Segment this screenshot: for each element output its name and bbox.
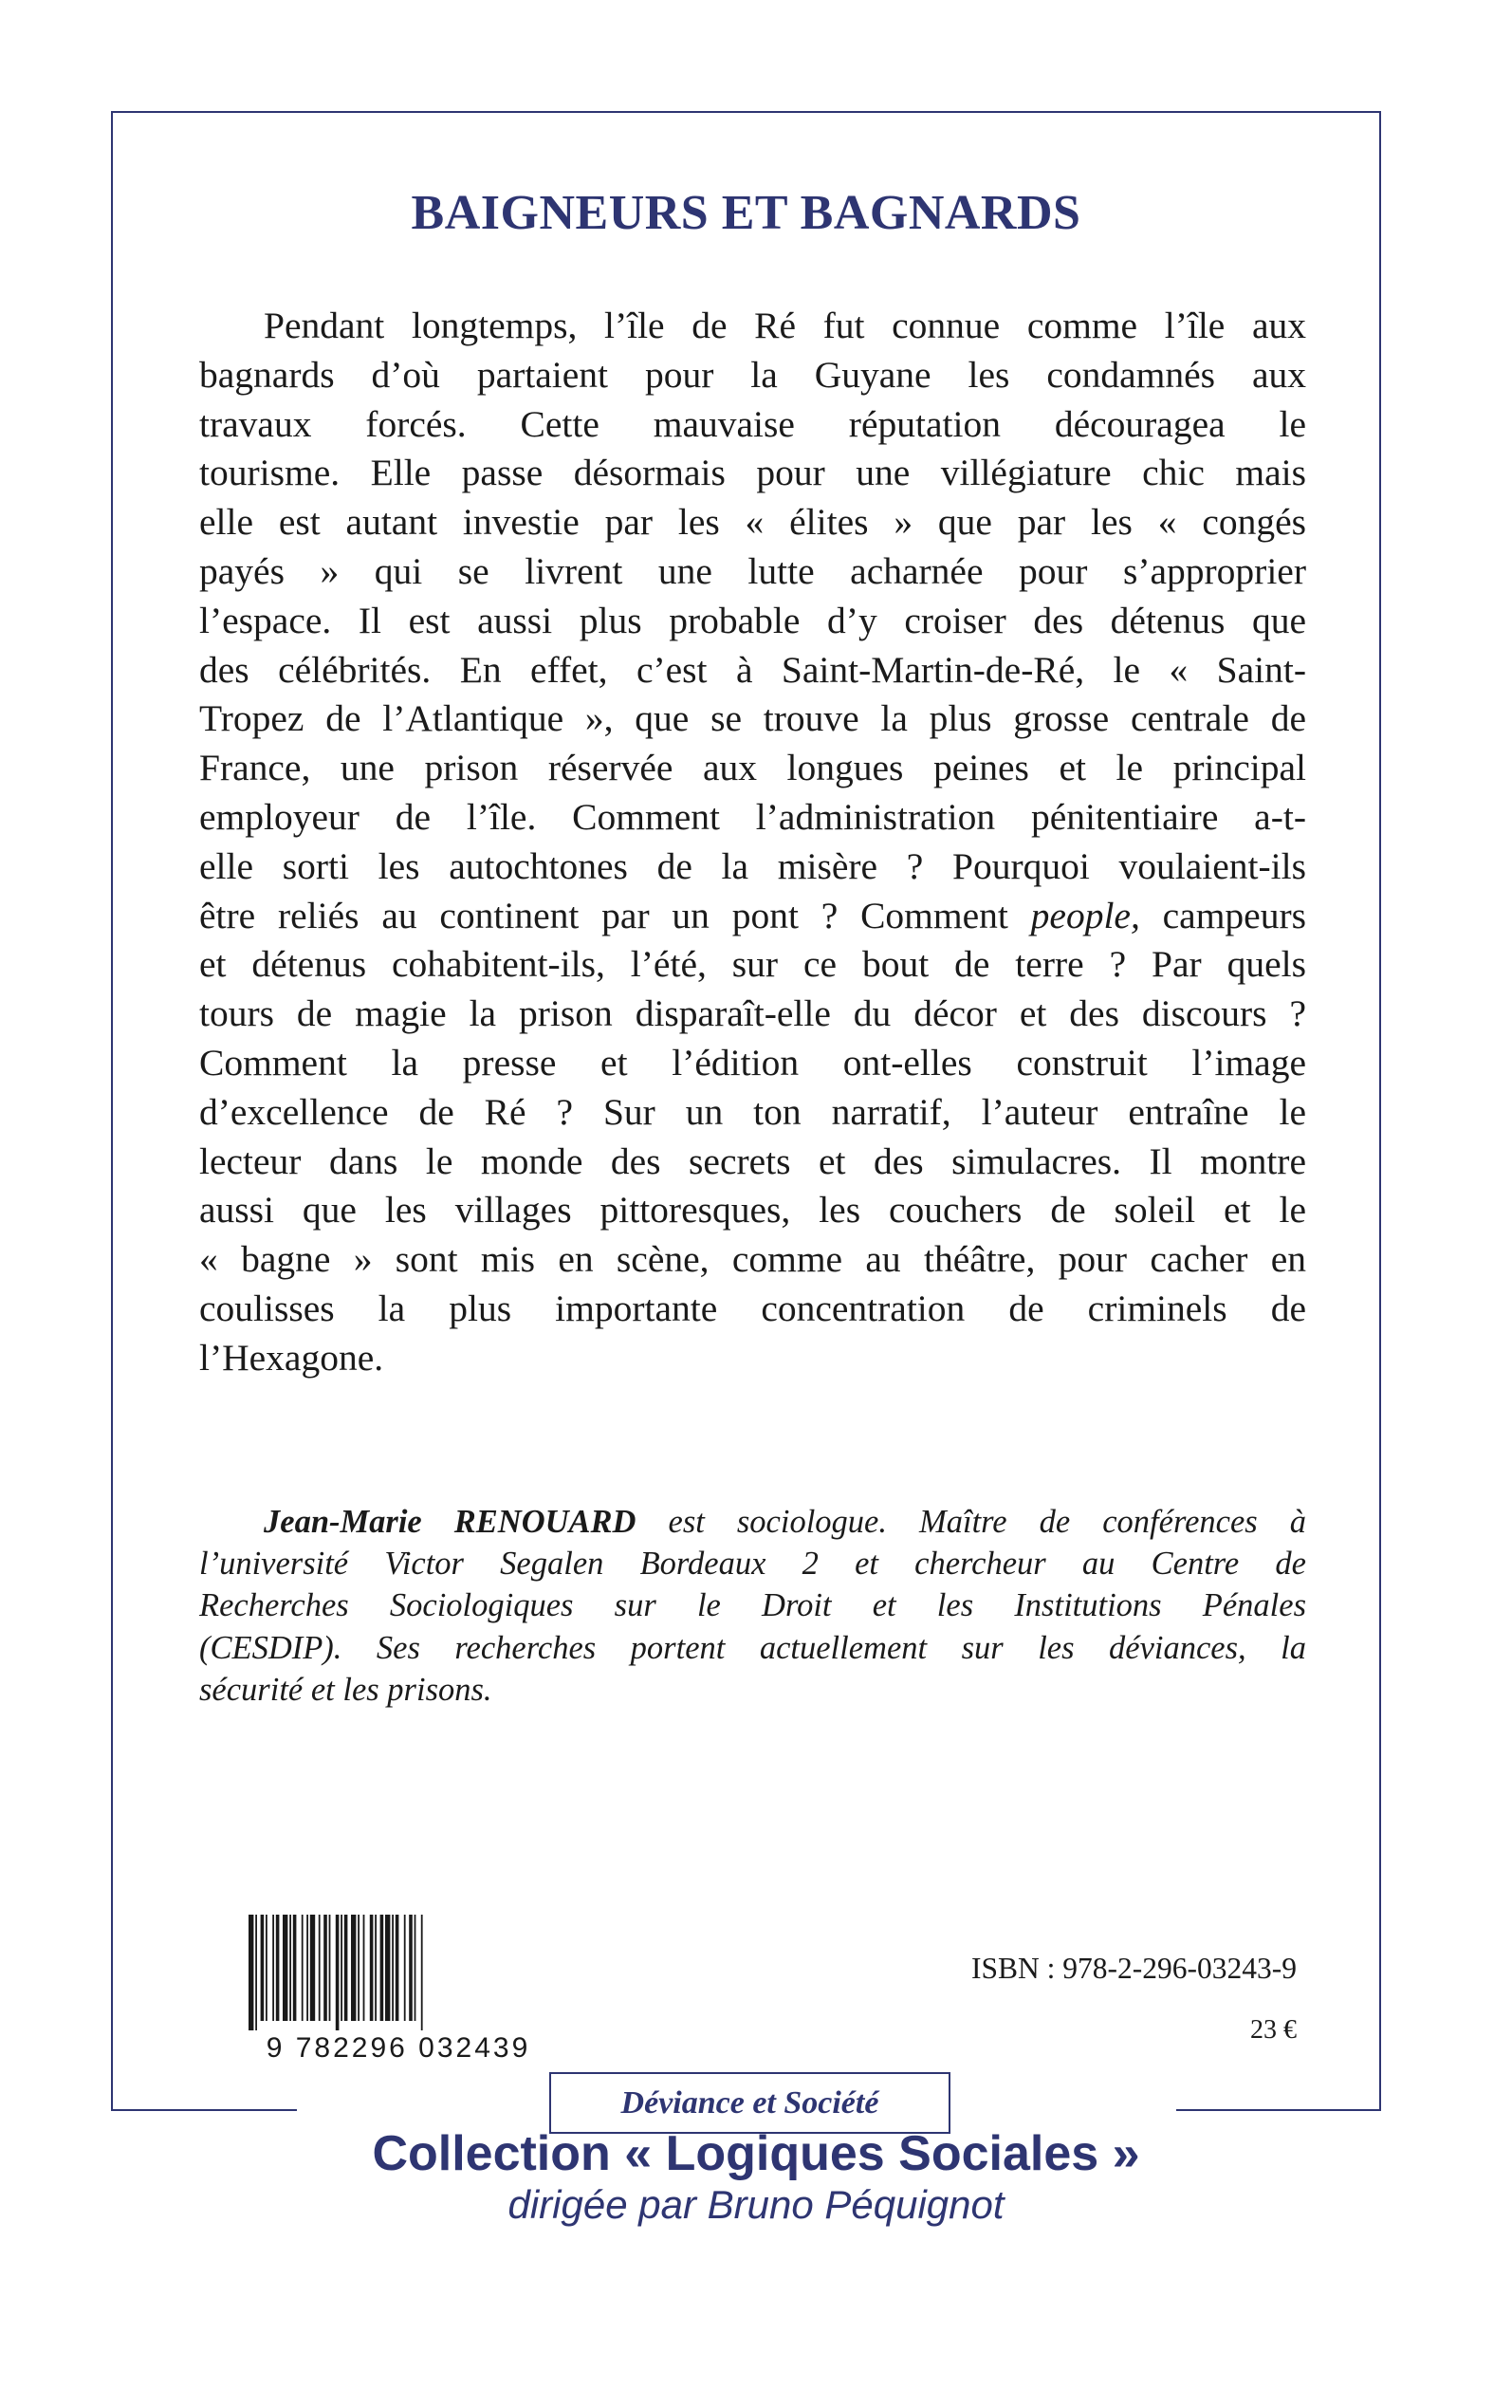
barcode-bar (409, 1915, 413, 2021)
barcode-bar (380, 1915, 384, 2021)
barcode-bar (341, 1915, 342, 2021)
barcode-bar (396, 1915, 399, 2021)
bio-line-text: est sociologue. Maître de conférences à (636, 1504, 1306, 1540)
summary-line: travaux forcés. Cette mauvaise réputation découragea le (199, 402, 1306, 445)
barcode-bar (351, 1915, 356, 2021)
barcode-bar (404, 1915, 406, 2021)
barcode-bar (310, 1915, 315, 2021)
summary-line: bagnards d’où partaient pour la Guyane les condamnés aux (199, 353, 1306, 396)
collection-director: dirigée par Bruno Péquignot (507, 2182, 1005, 2227)
cover-frame-bottom-right (1176, 2109, 1381, 2111)
summary-line: l’espace. Il est aussi plus probable d’y croiser des détenus que (199, 599, 1306, 641)
author-name: Jean-Marie RENOUARD (264, 1504, 636, 1540)
barcode-bar (261, 1915, 265, 2021)
summary-line: France, une prison réservée aux longues peines et le principal (199, 747, 1306, 789)
summary-line: coulisses la plus importante concentration de criminels de (199, 1287, 1306, 1329)
series-label: Déviance et Société (549, 2072, 950, 2134)
summary-line: et détenus cohabitent-ils, l’été, sur ce bout de terre ? Par quels (199, 943, 1306, 986)
author-bio (199, 1501, 1306, 1711)
barcode-bar (289, 1915, 291, 2021)
barcode-bar (249, 1915, 253, 2030)
summary-line: Tropez de l’Atlantique », que se trouve la plus grosse centrale de (199, 697, 1306, 740)
isbn: ISBN : 978-2-296-03243-9 (971, 1952, 1297, 1985)
barcode-bar (266, 1915, 267, 2021)
barcode-bar (358, 1915, 360, 2021)
barcode-bar (319, 1915, 321, 2021)
summary-line: tours de magie la prison disparaît-elle du décor et des discours ? (199, 992, 1306, 1035)
barcode-bar (276, 1915, 280, 2021)
barcode-bar (392, 1915, 394, 2021)
barcode-bar (283, 1915, 287, 2021)
barcode-bar (344, 1915, 348, 2021)
barcode-bars (249, 1915, 423, 2030)
summary-line: elle sorti les autochtones de la misère ? Pourquoi voulaient-ils (199, 844, 1306, 887)
collection-title: Collection « Logiques Sociales » (372, 2126, 1140, 2181)
summary-line: « bagne » sont mis en scène, comme au théâtre, pour cacher en (199, 1238, 1306, 1281)
summary-line: aussi que les villages pittoresques, les couchers de soleil et le (199, 1189, 1306, 1232)
summary-line: Pendant longtemps, l’île de Ré fut connue comme l’île aux (264, 305, 1306, 346)
summary-line: employeur de l’île. Comment l’administration pénitentiaire a-t- (199, 795, 1306, 838)
summary-line: Comment la presse et l’édition ont-elles construit l’image (199, 1041, 1306, 1084)
barcode-bar (363, 1915, 365, 2021)
barcode-bar (370, 1915, 374, 2021)
barcode (228, 1915, 569, 2063)
barcode-digits: 9 782296 032439 (266, 2032, 531, 2063)
barcode-bar (255, 1915, 257, 2030)
barcode-bar (293, 1915, 297, 2021)
summary-line: être reliés au continent par un pont ? Comment people, campeurs (199, 894, 1306, 936)
cover-frame-bottom-left (111, 2109, 297, 2111)
summary-line: lecteur dans le monde des secrets et des simulacres. Il montre (199, 1139, 1306, 1182)
bio-line: (CESDIP). Ses recherches portent actuellement sur les déviances, la (199, 1629, 1306, 1666)
barcode-bar (336, 1915, 340, 2030)
barcode-bar (375, 1915, 377, 2021)
barcode-bar (385, 1915, 390, 2021)
barcode-bar (306, 1915, 308, 2021)
barcode-bar (302, 1915, 304, 2021)
barcode-bar (329, 1915, 331, 2021)
summary-line: payés » qui se livrent une lutte acharnée pour s’approprier (199, 549, 1306, 592)
bio-line: l’université Victor Segalen Bordeaux 2 et chercheur au Centre de (199, 1546, 1306, 1583)
price: 23 € (1250, 2015, 1297, 2045)
barcode-bar (272, 1915, 274, 2021)
book-summary (199, 302, 1306, 1383)
summary-line: l’Hexagone. (199, 1336, 384, 1379)
bio-line (199, 1501, 1306, 1543)
summary-line: d’excellence de Ré ? Sur un ton narratif, l’auteur entraîne le (199, 1090, 1306, 1133)
bio-line: Recherches Sociologiques sur le Droit et les Institutions Pénales (199, 1587, 1306, 1624)
summary-italic-word: people, (1030, 894, 1140, 936)
summary-line: tourisme. Elle passe désormais pour une villégiature chic mais (199, 452, 1306, 494)
barcode-bar (323, 1915, 327, 2021)
summary-line: elle est autant investie par les « élites » que par les « congés (199, 501, 1306, 544)
barcode-bar (421, 1915, 423, 2030)
book-title: BAIGNEURS ET BAGNARDS (411, 186, 1081, 240)
barcode-bar (415, 1915, 416, 2021)
bio-line: sécurité et les prisons. (199, 1671, 492, 1708)
summary-line: des célébrités. En effet, c’est à Saint-Martin-de-Ré, le « Saint- (199, 648, 1306, 691)
